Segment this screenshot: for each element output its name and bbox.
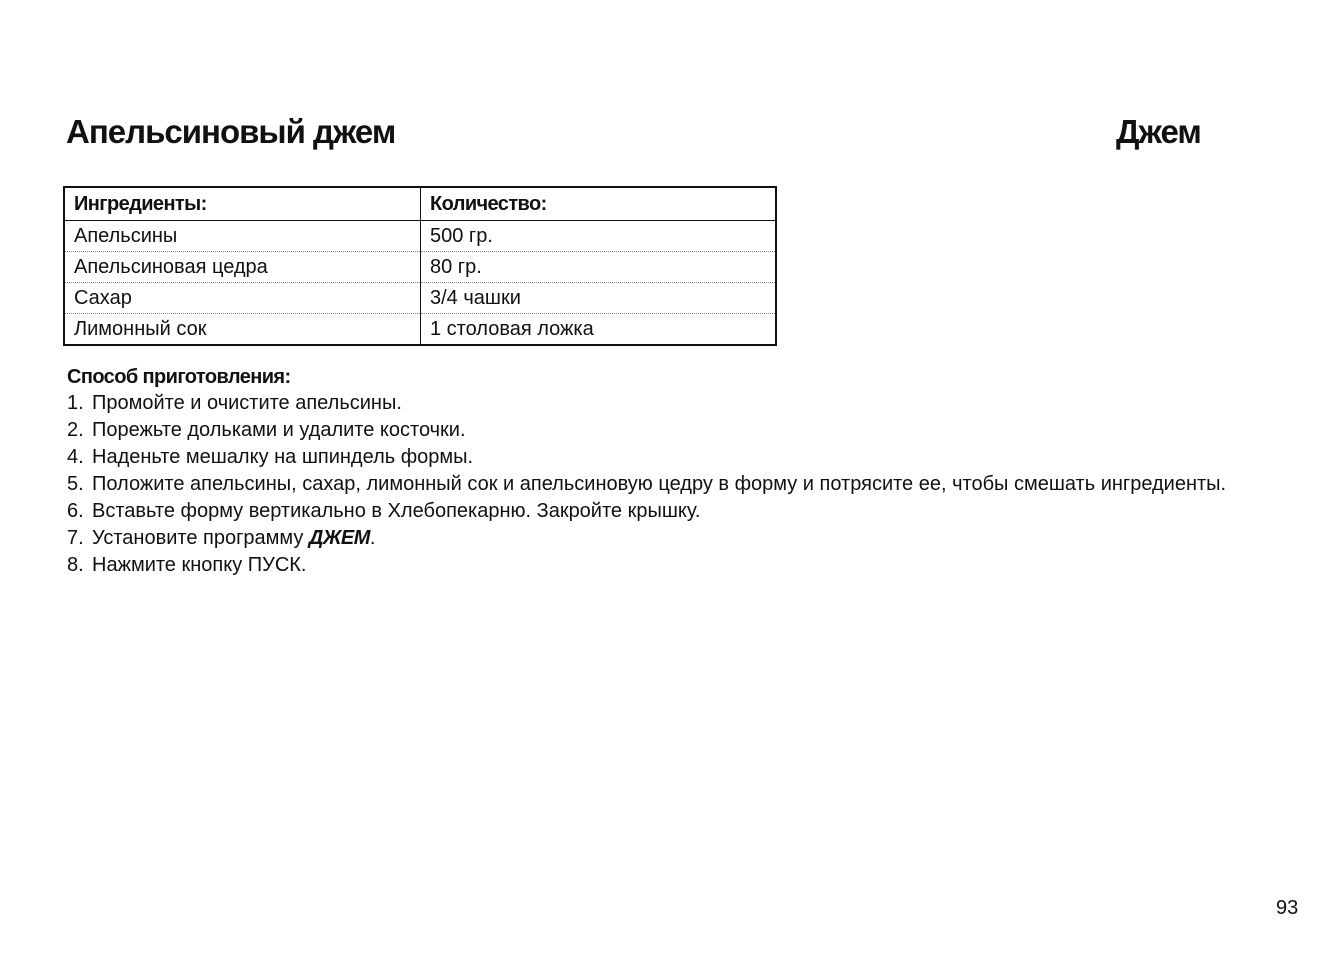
step-text: Наденьте мешалку на шпиндель формы. (92, 446, 474, 468)
step-text-after: . (369, 527, 376, 549)
ingredient-name: Апельсиновая цедра (64, 252, 421, 283)
step-text: Промойте и очистите апельсины. (92, 392, 402, 414)
ingredient-name: Лимонный сок (64, 314, 421, 346)
step-text: Порежьте дольками и удалите косточки. (92, 419, 466, 441)
ingredient-name: Апельсины (64, 221, 421, 252)
program-name-emphasis: ДЖЕМ (308, 527, 370, 549)
table-row (64, 252, 776, 283)
page-title: Апельсиновый джем (66, 113, 396, 150)
ingredient-quantity: 1 столовая ложка (430, 318, 594, 340)
section-title: Джем (1116, 113, 1201, 150)
method-steps-list (67, 390, 1267, 579)
table-row (64, 221, 776, 252)
ingredient-quantity: 500 гр. (421, 221, 777, 252)
step-number: 4. (67, 446, 84, 468)
column-header-ingredients: Ингредиенты: (64, 187, 421, 221)
list-item (67, 444, 1267, 471)
step-text: Вставьте форму вертикально в Хлебопекарню. Закройте крышку. (92, 500, 701, 522)
ingredient-quantity: 3/4 чашки (421, 283, 777, 314)
list-item (67, 552, 1267, 579)
column-header-quantity: Количество: (421, 187, 777, 221)
list-item (67, 525, 1267, 552)
ingredients-table (63, 186, 777, 346)
list-item (67, 390, 1267, 417)
method-heading: Способ приготовления: (67, 366, 291, 388)
step-number: 2. (67, 419, 84, 441)
step-number: 7. (67, 527, 84, 549)
list-item (67, 498, 1267, 525)
step-text: Положите апельсины, сахар, лимонный сок и апельсиновую цедру в форму и потрясите ее, чтобы смешать ингредиенты. (92, 473, 1227, 495)
step-number: 1. (67, 392, 84, 414)
ingredient-name: Сахар (64, 283, 421, 314)
table-row (64, 314, 776, 346)
list-item (67, 471, 1267, 498)
step-number: 5. (67, 473, 84, 495)
step-text: Установите программу (92, 527, 309, 549)
list-item (67, 417, 1267, 444)
ingredient-quantity: 80 гр. (421, 252, 777, 283)
page-number: 93 (1276, 897, 1299, 919)
step-number: 8. (67, 554, 84, 576)
step-number: 6. (67, 500, 84, 522)
table-header-row (64, 187, 776, 221)
step-text: Нажмите кнопку ПУСК. (92, 554, 307, 576)
table-row (64, 283, 776, 314)
